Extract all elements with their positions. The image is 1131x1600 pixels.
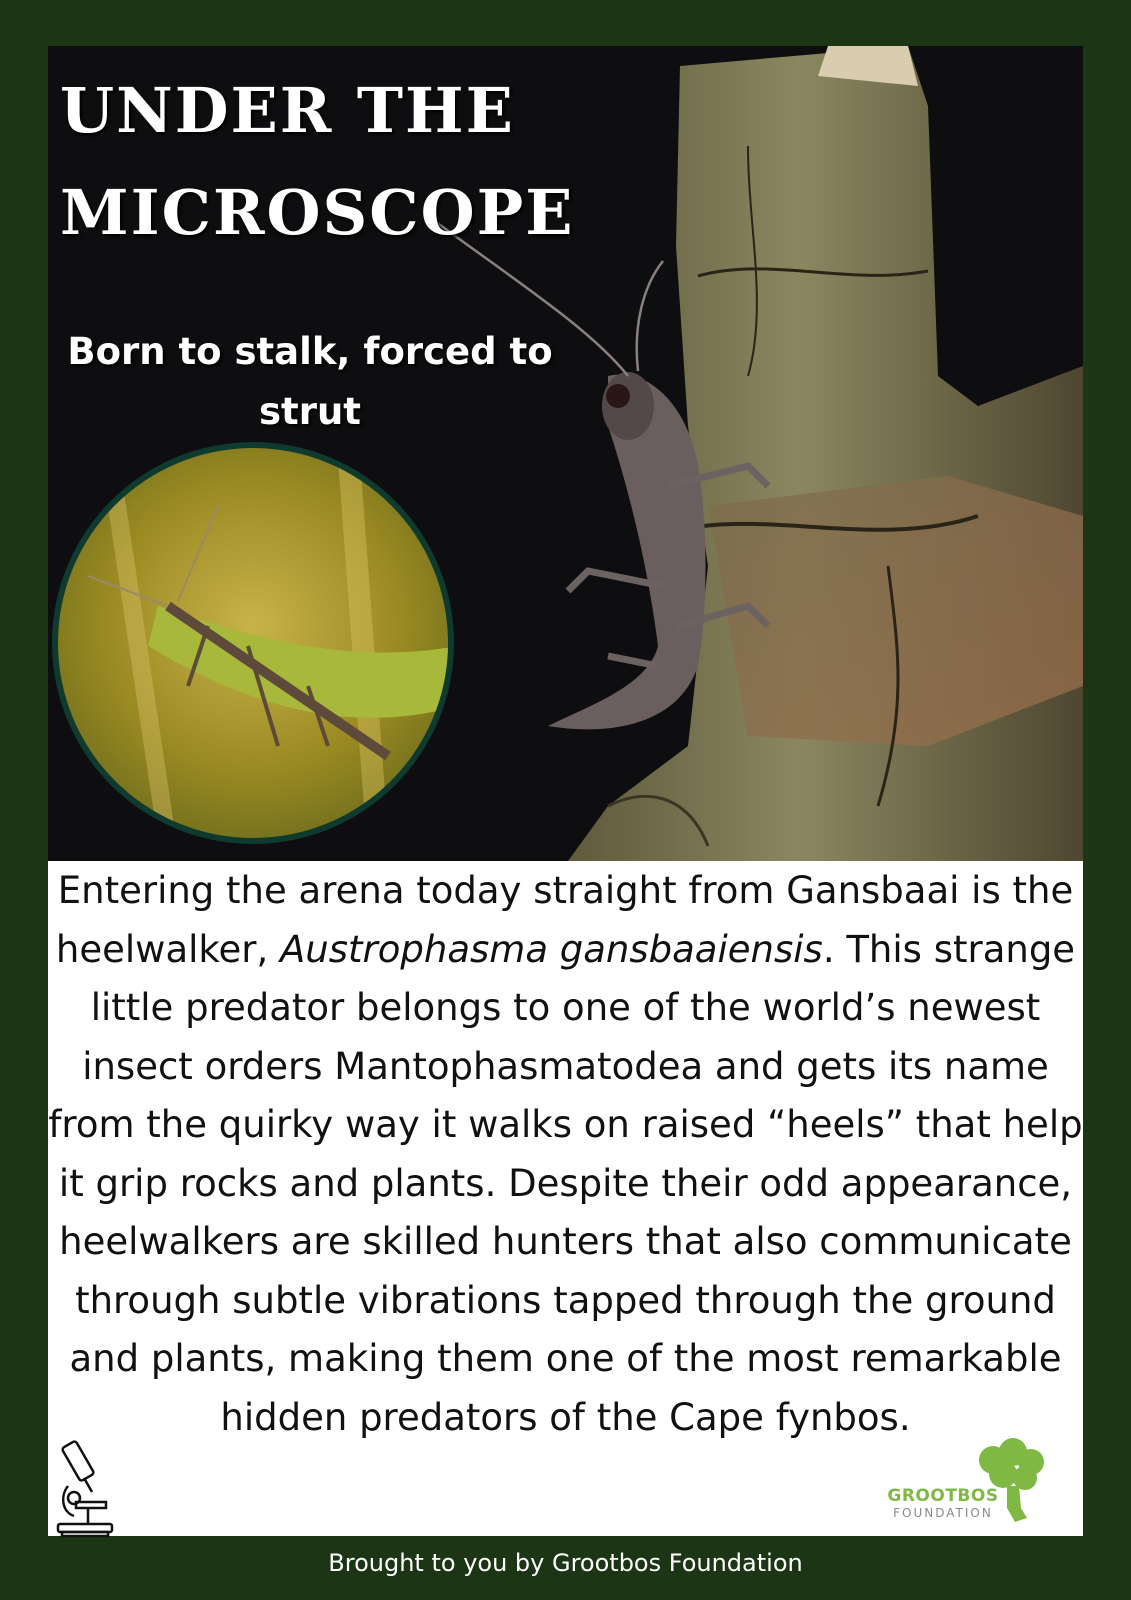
logo-name: GROOTBOS xyxy=(887,1486,999,1506)
poster-card xyxy=(48,46,1083,1536)
subtitle: Born to stalk, forced to strut xyxy=(67,330,553,433)
logo-subtitle: FOUNDATION xyxy=(893,1506,993,1520)
title-line-2: MICROSCOPE xyxy=(60,176,575,249)
microscope-icon xyxy=(54,1438,116,1538)
hero-photo xyxy=(48,46,1083,861)
page-title xyxy=(60,60,575,264)
footer-credit: Brought to you by Grootbos Foundation xyxy=(328,1549,803,1577)
species-name: Austrophasma gansbaaiensis xyxy=(280,927,823,971)
article-text xyxy=(48,862,1083,1447)
article-intro: Entering the arena today straight from Gansbaai is the heelwalker, xyxy=(55,869,1074,971)
title-line-1: UNDER THE xyxy=(60,74,515,147)
grootbos-logo xyxy=(883,1438,1083,1528)
article-body: . This strange little predator belongs to one of the world’s newest insect orders Mantophasmatodea and gets its name from the quirky way it walks on raised “heels” that help it grip rocks and plants. Despite their odd appearance, heelwalkers are skilled hunters that also communicate through subtle vibrations tapped through the ground and plants, making them one of the most remarkable hidden predators of the Cape fynbos. xyxy=(48,927,1083,1439)
